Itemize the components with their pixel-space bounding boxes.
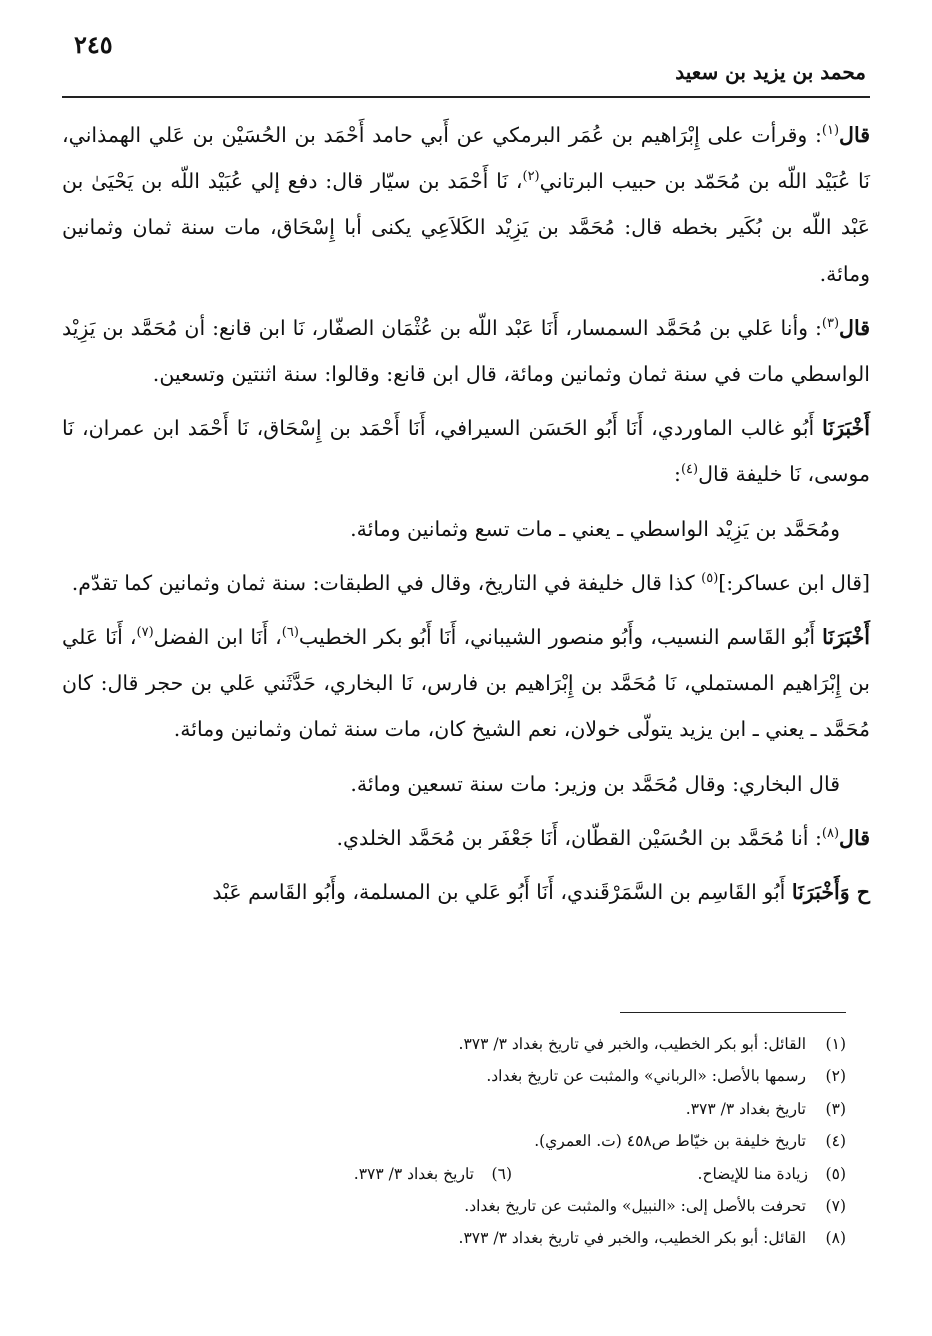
text-run: ، نَا أَحْمَد بن سيّار قال: دفع إلي عُبَيْد اللّه بن يَحْيَىٰ بن عَبْد اللّه بن بُكَير بخطه قال: مُحَمَّد بن يَزِيْد الكَلاَعِي يكنى أبا إِسْحَاق، مات سنة ثمان وثمانين ومائة. bbox=[62, 169, 870, 286]
footnote bbox=[354, 1158, 512, 1190]
text-run: : أنا مُحَمَّد بن الحُسَيْن القطّان، أَنَا جَعْفَر بن مُحَمَّد الخلدي. bbox=[336, 825, 822, 850]
text-run: ، أَنَا ابن الفضل bbox=[153, 625, 282, 650]
paragraph-p4 bbox=[62, 506, 870, 552]
footnote-marker: (٣) bbox=[821, 315, 840, 331]
footnote-text: تاريخ بغداد ٣/ ٣٧٣. bbox=[685, 1099, 806, 1118]
text-run: أَبُو غالب الماوردي، أَنَا أَبُو الحَسَن السيرافي، أَنَا أَحْمَد بن إِسْحَاق، نَا أَحْمَد ابن عمران، نَا موسى، نَا خليفة قال bbox=[62, 416, 870, 487]
page-number: ٢٤٥ bbox=[74, 30, 113, 59]
lead-keyword: قال bbox=[839, 825, 870, 850]
footnote bbox=[526, 1158, 846, 1190]
footnote-text: رسمها بالأصل: «الرباني» والمثبت عن تاريخ بغداد. bbox=[486, 1067, 806, 1086]
footnote bbox=[62, 1222, 846, 1254]
lead-keyword: أَخْبَرَنَا bbox=[822, 416, 870, 441]
footnote-marker: (٨) bbox=[821, 826, 840, 842]
paragraph-p9 bbox=[62, 869, 870, 915]
paragraph-p1 bbox=[62, 112, 870, 297]
footnote-marker: (٦) bbox=[281, 625, 299, 641]
text-run: : bbox=[674, 462, 681, 487]
footnote-marker: (١) bbox=[821, 123, 840, 139]
footnote-text: تاريخ بغداد ٣/ ٣٧٣. bbox=[353, 1164, 474, 1183]
footnote-text: تحرفت بالأصل إلى: «النبيل» والمثبت عن تاريخ بغداد. bbox=[464, 1197, 806, 1216]
text-run: : وأنا عَلي بن مُحَمَّد السمسار، أَنَا عَبْد اللّه بن عُثْمَان الصفّار، نَا ابن قانع: أن مُحَمَّد بن يَزِيْد الواسطي مات في سنة ثمان وثمانين ومائة، قال ابن قانع: وقالوا: سنة اثنتين وتسعين. bbox=[62, 315, 870, 387]
text-run: : وقرأت على إِبْرَاهيم بن عُمَر البرمكي عن أَبي حامد أَحْمَد بن الحُسَيْن بن عَلي الهمذاني، نَا عُبَيْد اللّه بن مُحَمّد بن حبيب البرتاني bbox=[62, 123, 870, 194]
footnote-marker: (٢) bbox=[522, 169, 540, 185]
lead-keyword: قال bbox=[839, 123, 870, 147]
footnote-number: (٣) bbox=[825, 1099, 846, 1118]
footnote bbox=[62, 1060, 846, 1092]
text-run: ومُحَمَّد بن يَزِيْد الواسطي ـ يعني ـ مات تسع وثمانين ومائة. bbox=[350, 516, 840, 541]
lead-keyword: قال bbox=[839, 315, 870, 340]
paragraph-p8 bbox=[62, 815, 870, 861]
paragraph-p6 bbox=[62, 614, 870, 753]
running-head: محمد بن يزيد بن سعيد bbox=[675, 60, 866, 84]
text-run: كذا قال خليفة في التاريخ، وقال في الطبقات: سنة ثمان وثمانين كما تقدّم. bbox=[71, 570, 702, 595]
footnote bbox=[62, 1190, 846, 1222]
header-rule bbox=[62, 96, 870, 98]
footnote-text: القائل: أبو بكر الخطيب، والخبر في تاريخ بغداد ٣/ ٣٧٣. bbox=[458, 1035, 806, 1053]
footnote-number: (٧) bbox=[825, 1197, 846, 1216]
footnote-marker: (٥) bbox=[701, 571, 719, 586]
footnote-rule bbox=[620, 1012, 846, 1013]
footnote-number: (٦) bbox=[491, 1164, 512, 1183]
footnote-marker: (٤) bbox=[680, 462, 699, 478]
footnote bbox=[62, 1093, 846, 1125]
footnote-number: (٥) bbox=[825, 1164, 846, 1183]
footnote-text: القائل: أبو بكر الخطيب، والخبر في تاريخ بغداد ٣/ ٣٧٣. bbox=[458, 1229, 806, 1248]
footnote-row-double bbox=[62, 1158, 846, 1190]
main-text bbox=[62, 112, 870, 915]
footnote-number: (٤) bbox=[825, 1132, 846, 1151]
footnote bbox=[62, 1125, 846, 1157]
footnotes bbox=[62, 1028, 846, 1255]
footnote-text: زيادة منا للإيضاح. bbox=[697, 1164, 808, 1183]
lead-keyword: أَخْبَرَنَا bbox=[822, 625, 870, 650]
lead-keyword: ح وَأَخْبَرَنَا bbox=[791, 880, 870, 905]
text-run: [قال ابن عساكر:] bbox=[718, 570, 870, 595]
footnote-text: تاريخ خليفة بن خيّاط ص٤٥٨ (ت. العمري). bbox=[534, 1132, 806, 1151]
text-run: أَبُو القَاسم النسيب، وأَبُو منصور الشيباني، أَنَا أَبُو بكر الخطيب bbox=[298, 625, 823, 650]
footnote-number: (٢) bbox=[825, 1067, 846, 1086]
paragraph-p3 bbox=[62, 405, 870, 497]
paragraph-p2 bbox=[62, 305, 870, 397]
paragraph-p7 bbox=[62, 761, 870, 807]
text-run: أَبُو القَاسِم بن السَّمَرْقَندي، أَنَا أَبُو عَلي بن المسلمة، وأَبُو القَاسم عَبْد bbox=[212, 880, 792, 905]
text-run: قال البخاري: وقال مُحَمَّد بن وزير: مات سنة تسعين ومائة. bbox=[350, 771, 840, 796]
footnote-number: (١) bbox=[825, 1035, 846, 1053]
footnote bbox=[62, 1028, 846, 1060]
footnote-number: (٨) bbox=[825, 1229, 846, 1248]
text-run: ، أَنَا عَلي بن إِبْرَاهيم المستملي، نَا مُحَمَّد بن إِبْرَاهيم بن فارس، نَا البخاري، حَدَّثَني عَلي بن حجر قال: كان مُحَمَّد ـ يعني ـ ابن يزيد يتولّى خولان، نعم الشيخ كان، مات سنة ثمان وثمانين ومائة. bbox=[62, 625, 870, 742]
paragraph-p5 bbox=[62, 560, 870, 606]
footnote-marker: (٧) bbox=[136, 625, 154, 641]
